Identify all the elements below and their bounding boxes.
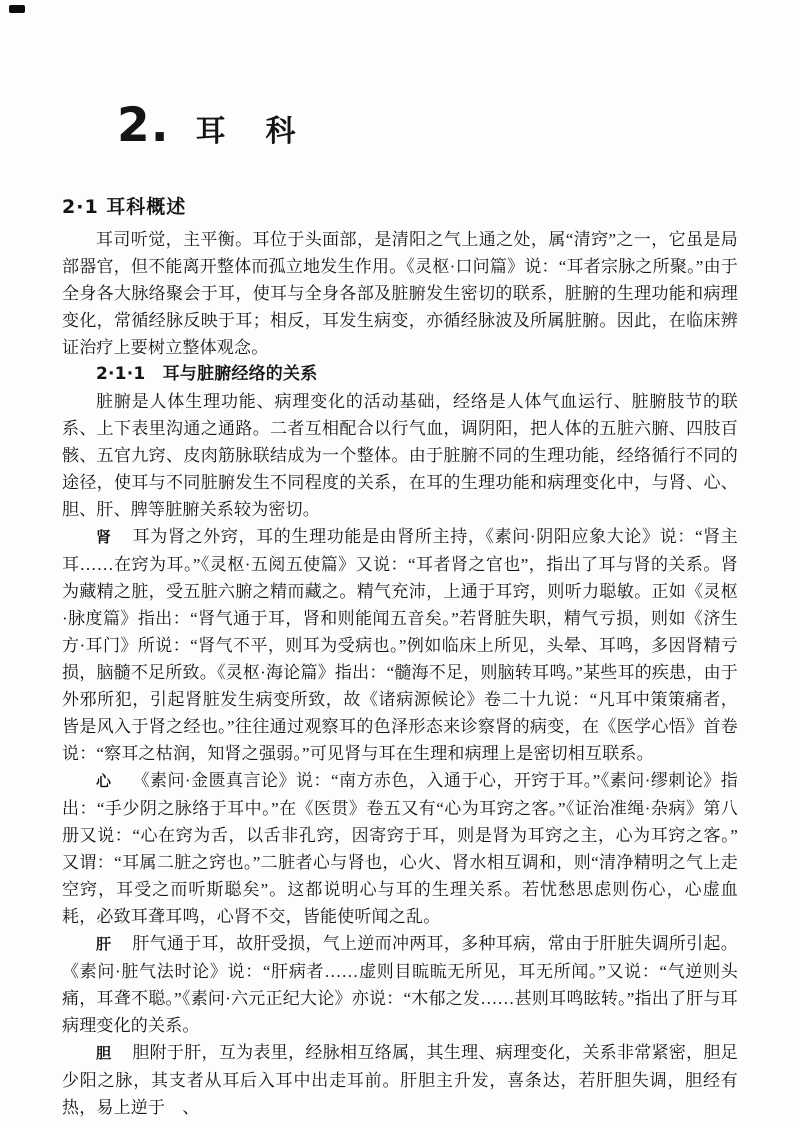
body-paragraph: 脏腑是人体生理功能、病理变化的活动基础，经络是人体气血运行、脏腑肢节的联系、上下表里沟通之通路。二者互相配合以行气血，调阴阳，把人体的五脏六腑、四肢百骸、五官九窍、皮肉筋脉联结成为一个整体。由于脏腑不同的生理功能，经络循行不同的途径，使耳与不同脏腑发生不同程度的关系，在耳的生理功能和病理变化中，与肾、心、胆、肝、脾等脏腑关系较为密切。 xyxy=(62,392,738,519)
chapter-title: 耳科 xyxy=(195,115,336,148)
body-paragraph: 胆 胆附于肝，互为表里，经脉相互络属，其生理、病理变化，关系非常紧密，胆足少阳之脉，其支者从耳后入耳中出走耳前。肝胆主升发，喜条达，若肝胆失调，胆经有热，易上逆于 、 xyxy=(62,1043,738,1117)
organ-label: 胆 xyxy=(96,1044,112,1062)
subsection-heading: 2·1·1 耳与脏腑经络的关系 xyxy=(96,364,318,384)
body-paragraph: 肝 肝气通于耳，故肝受损，气上逆而冲两耳，多种耳病，常由于肝脏失调所引起。《素问·脏气法时论》说：“肝病者……虚则目䀮䀮无所见，耳无所闻。”又说：“气逆则头痛，耳聋不聪。”《素问·六元正纪大论》亦说：“木郁之发……甚则耳鸣眩转。”指出了肝与耳病理变化的关系。 xyxy=(62,934,738,1035)
body-paragraph: 肾 耳为肾之外窍，耳的生理功能是由肾所主持，《素问·阴阳应象大论》说：“肾主耳……在窍为耳。”《灵枢·五阅五使篇》又说：“耳者肾之官也”，指出了耳与肾的关系。肾为藏精之脏，受五脏六腑之精而藏之。精气充沛，上通于耳窍，则听力聪敏。正如《灵枢·脉度篇》指出：“肾气通于耳，肾和则能闻五音矣。”若肾脏失职，精气亏损，则如《济生方·耳门》所说：“肾气不平，则耳为受病也。”例如临床上所见，头晕、耳鸣，多因肾精亏损，脑髓不足所致。《灵枢·海论篇》指出：“髓海不足，则脑转耳鸣。”某些耳的疾患，由于外邪所犯，引起肾脏发生病变所致，故《诸病源候论》卷二十九说：“凡耳中策策痛者，皆是风入于肾之经也。”往往通过观察耳的色泽形态来诊察肾的病变，在《医学心悟》首卷说：“察耳之枯润，知肾之强弱。”可见肾与耳在生理和病理上是密切相互联系。 xyxy=(62,527,739,763)
organ-label: 心 xyxy=(96,772,112,790)
organ-label: 肝 xyxy=(96,935,112,953)
body-paragraph: 耳司听觉，主平衡。耳位于头面部，是清阳之气上通之处，属“清窍”之一，它虽是局部器官，但不能离开整体而孤立地发生作用。《灵枢·口问篇》说：“耳者宗脉之所聚。”由于全身各大脉络聚会于耳，使耳与全身各部及脏腑发生密切的联系，脏腑的生理功能和病理变化，常循经脉反映于耳；相反，耳发生病变，亦循经脉波及所属脏腑。因此，在临床辨证治疗上要树立整体观念。 xyxy=(62,230,738,357)
section-heading: 2·1 耳科概述 xyxy=(62,196,187,218)
chapter-header xyxy=(117,98,336,153)
chapter-number: 2. xyxy=(117,98,170,153)
organ-label: 肾 xyxy=(96,528,112,546)
content-flow xyxy=(62,226,738,1121)
scan-artifact-mark xyxy=(9,5,25,13)
body-paragraph: 心 《素问·金匮真言论》说：“南方赤色，入通于心，开窍于耳。”《素问·缪刺论》指出：“手少阴之脉络于耳中。”在《医贯》卷五又有“心为耳窍之客。”《证治准绳·杂病》第八册又说：“心在窍为舌，以舌非孔窍，因寄窍于耳，则是肾为耳窍之主，心为耳窍之客。”又谓：“耳属二脏之窍也。”二脏者心与肾也，心火、肾水相互调和，则“清净精明之气上走空窍，耳受之而听斯聪矣”。这都说明心与耳的生理关系。若忧愁思虑则伤心，心虚血耗，必致耳聋耳鸣，心肾不交，皆能使听闻之乱。 xyxy=(62,771,738,926)
